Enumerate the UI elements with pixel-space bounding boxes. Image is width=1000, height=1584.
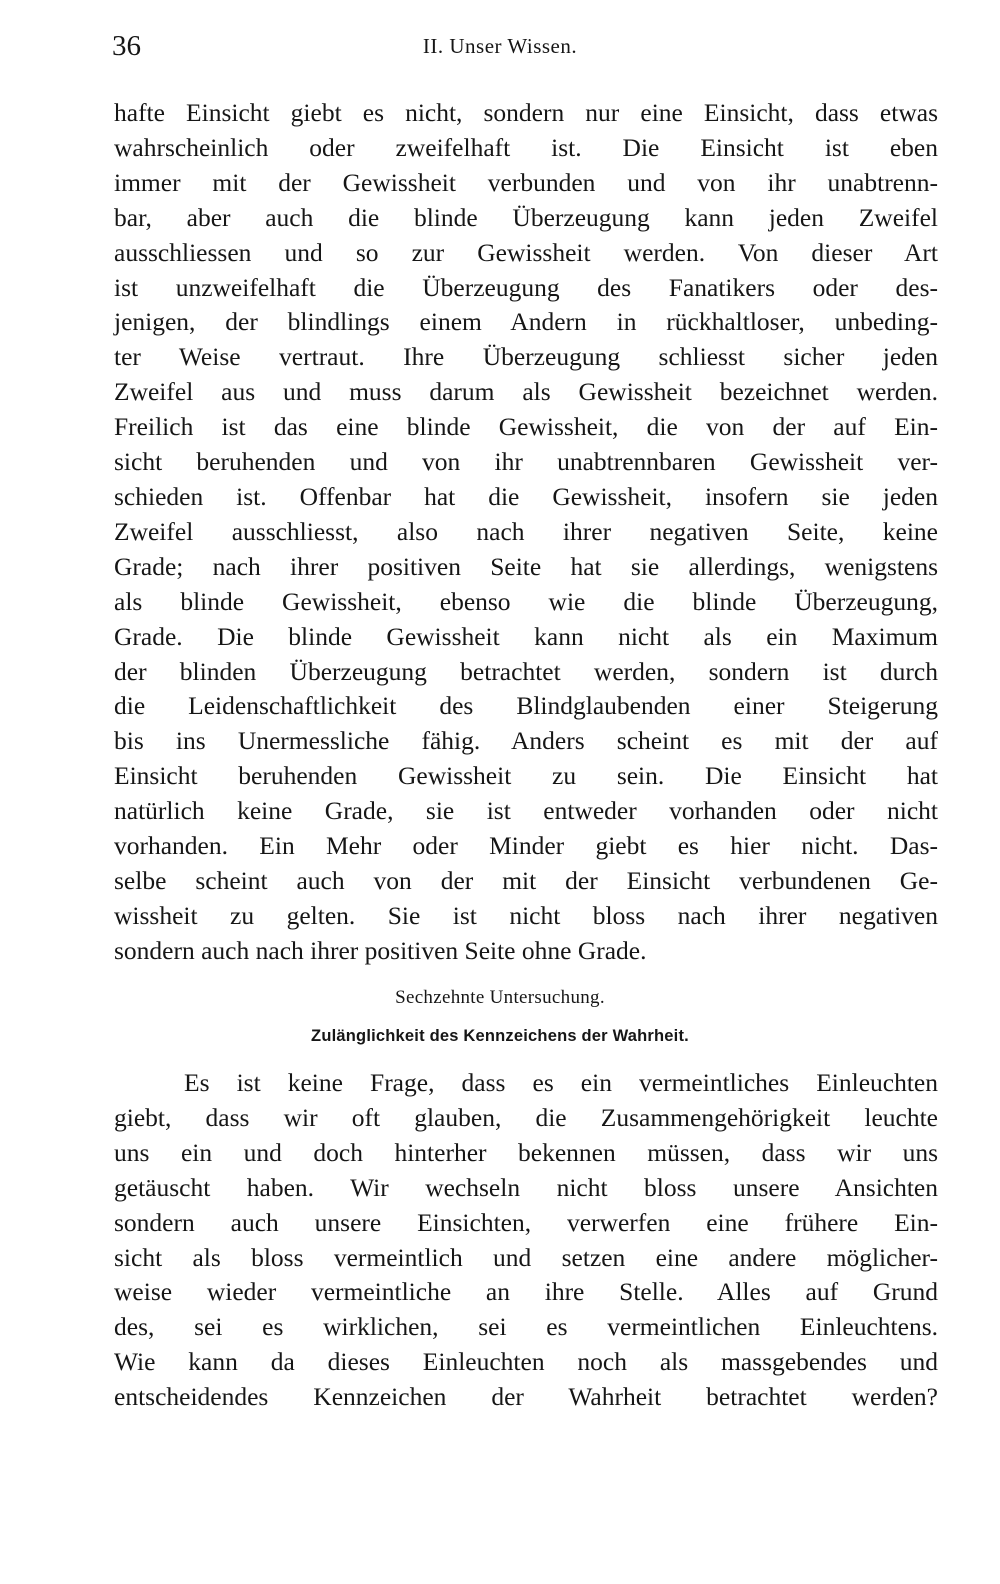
text-line: giebt, dass wir oft glauben, die Zusammengehörigkeit leuchte xyxy=(114,1102,938,1132)
text-line: des, sei es wirklichen, sei es vermeintlichen Einleuchtens. xyxy=(114,1312,938,1342)
text-line: Freilich ist das eine blinde Gewissheit, die von der auf Ein- xyxy=(114,412,938,442)
text-line: Wie kann da dieses Einleuchten noch als massgebendes und xyxy=(114,1347,938,1377)
body-paragraph-2 xyxy=(114,1066,938,1415)
text-line: jenigen, der blindlings einem Andern in rückhaltloser, unbeding- xyxy=(114,307,938,337)
section-title: Sechzehnte Untersuchung. xyxy=(395,987,605,1008)
text-line: getäuscht haben. Wir wechseln nicht bloss unsere Ansichten xyxy=(114,1172,938,1202)
text-line: uns ein und doch hinterher bekennen müssen, dass wir uns xyxy=(114,1137,938,1167)
text-line: weise wieder vermeintliche an ihre Stelle. Alles auf Grund xyxy=(114,1277,938,1307)
text-line: Grade. Die blinde Gewissheit kann nicht als ein Maximum xyxy=(114,621,938,651)
running-head: II. Unser Wissen. xyxy=(422,34,578,58)
text-line: der blinden Überzeugung betrachtet werden, sondern ist durch xyxy=(114,656,938,686)
text-line: entscheidendes Kennzeichen der Wahrheit betrachtet werden? xyxy=(114,1382,938,1412)
text-line: die Leidenschaftlichkeit des Blindglaubenden einer Steigerung xyxy=(114,691,938,721)
text-line: sicht als bloss vermeintlich und setzen eine andere möglicher- xyxy=(114,1242,938,1272)
text-line: Grade; nach ihrer positiven Seite hat sie allerdings, wenigstens xyxy=(114,551,938,581)
body-paragraph-1 xyxy=(114,96,938,969)
text-line: ter Weise vertraut. Ihre Überzeugung schliesst sicher jeden xyxy=(114,342,938,372)
text-line: selbe scheint auch von der mit der Einsicht verbundenen Ge- xyxy=(114,865,938,895)
text-line: hafte Einsicht giebt es nicht, sondern nur eine Einsicht, dass etwas xyxy=(114,98,938,127)
page-number: 36 xyxy=(112,30,141,62)
text-line: wahrscheinlich oder zweifelhaft ist. Die Einsicht ist eben xyxy=(114,132,938,162)
text-line: natürlich keine Grade, sie ist entweder vorhanden oder nicht xyxy=(114,796,938,826)
text-line: Zweifel ausschliesst, also nach ihrer negativen Seite, keine xyxy=(114,516,938,546)
text-line: Zweifel aus und muss darum als Gewissheit bezeichnet werden. xyxy=(114,377,938,407)
text-line: Es ist keine Frage, dass es ein vermeintliches Einleuchten xyxy=(184,1068,938,1097)
text-line: schieden ist. Offenbar hat die Gewissheit, insofern sie jeden xyxy=(114,481,938,511)
text-line: immer mit der Gewissheit verbunden und von ihr unabtrenn- xyxy=(114,167,938,197)
text-line: ist unzweifelhaft die Überzeugung des Fanatikers oder des- xyxy=(114,272,938,302)
text-line: ausschliessen und so zur Gewissheit werden. Von dieser Art xyxy=(114,237,938,267)
text-line: Einsicht beruhenden Gewissheit zu sein. Die Einsicht hat xyxy=(114,761,938,791)
text-line: bis ins Unermessliche fähig. Anders scheint es mit der auf xyxy=(114,726,938,756)
text-line: sondern auch unsere Einsichten, verwerfen eine frühere Ein- xyxy=(114,1207,938,1237)
text-line: sondern auch nach ihrer positiven Seite ohne Grade. xyxy=(114,935,647,965)
text-line: vorhanden. Ein Mehr oder Minder giebt es hier nicht. Das- xyxy=(114,831,938,861)
text-line: wissheit zu gelten. Sie ist nicht bloss nach ihrer negativen xyxy=(114,900,938,930)
section-subtitle: Zulänglichkeit des Kennzeichens der Wahrheit. xyxy=(311,1027,689,1045)
text-line: bar, aber auch die blinde Überzeugung kann jeden Zweifel xyxy=(114,202,938,232)
text-line: sicht beruhenden und von ihr unabtrennbaren Gewissheit ver- xyxy=(114,447,938,477)
text-line: als blinde Gewissheit, ebenso wie die blinde Überzeugung, xyxy=(114,586,938,616)
